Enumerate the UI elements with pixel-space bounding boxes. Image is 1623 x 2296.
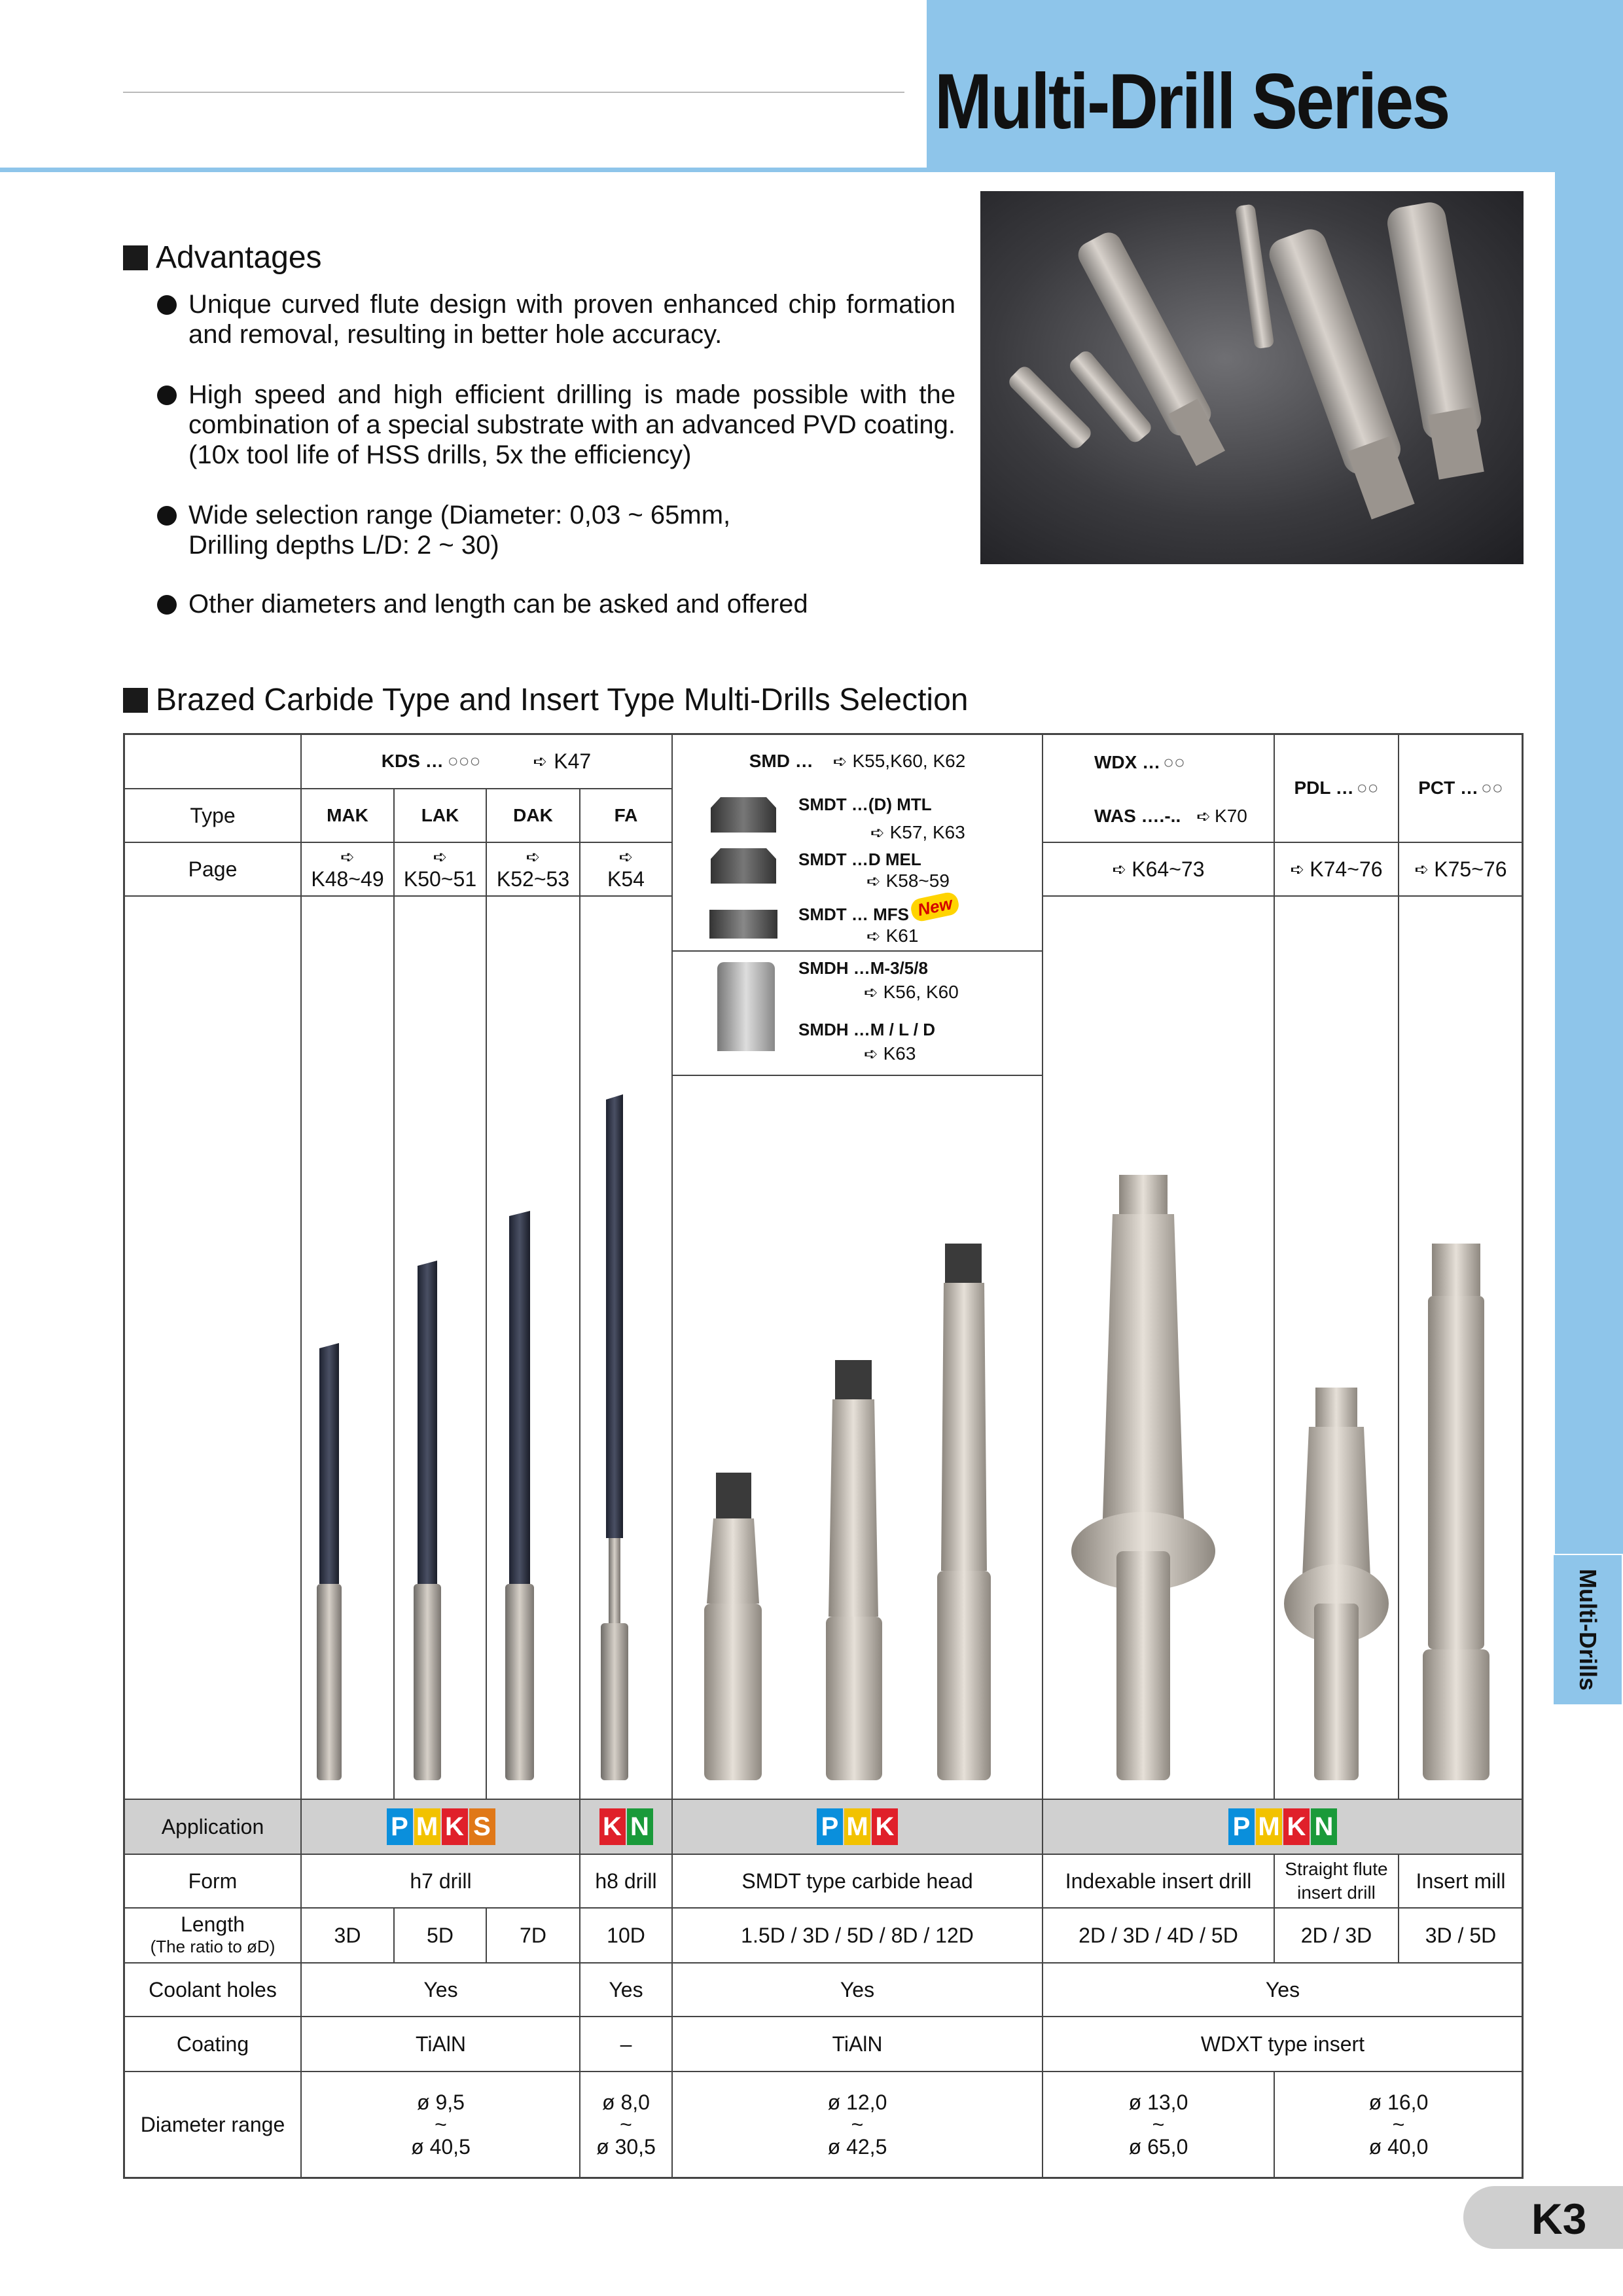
smd-long-drill-image — [937, 1244, 991, 1780]
coolant-fa: Yes — [609, 1977, 643, 2001]
bullet-dot-icon — [157, 386, 177, 405]
header-underline — [0, 168, 1555, 172]
table-divider — [123, 895, 673, 897]
row-label-diameter: Diameter range — [140, 2112, 285, 2136]
wdx-drill-image — [1071, 1175, 1215, 1780]
was-label: WAS ….-.. — [1094, 806, 1181, 826]
kds-group-header — [301, 734, 671, 788]
kds-circles: ○○○ — [447, 751, 481, 771]
smd-item-ref[interactable] — [866, 870, 950, 891]
advantages-heading-text: Advantages — [156, 240, 322, 275]
coating-smd: TiAlN — [832, 2032, 883, 2056]
arrow-icon: ➪ — [618, 847, 633, 867]
mak-drill-image — [317, 1343, 342, 1780]
arrow-icon: ➪ — [1196, 806, 1211, 826]
arrow-icon: ➪ — [1414, 859, 1429, 879]
page-mak — [302, 843, 393, 895]
page-link[interactable]: K54 — [607, 867, 645, 891]
pdl-circles: ○○ — [1356, 778, 1379, 798]
application-fa — [580, 1800, 671, 1854]
side-bar — [1555, 168, 1623, 1594]
coating-insert: WDXT type insert — [1200, 2032, 1365, 2056]
material-badge-n: N — [1311, 1808, 1337, 1845]
row-label-coating: Coating — [176, 2032, 249, 2056]
arrow-icon: ➪ — [1112, 859, 1127, 879]
length-smd: 1.5D / 3D / 5D / 8D / 12D — [741, 1923, 974, 1947]
diameter-kds — [302, 2072, 580, 2177]
drills-illustration — [980, 191, 1524, 564]
fa-drill-image — [601, 1094, 628, 1780]
length-pdl: 2D / 3D — [1300, 1923, 1372, 1947]
smdh-thumbnail — [717, 962, 775, 1051]
diameter-max: ø 40,5 — [411, 2135, 471, 2159]
form-kds: h7 drill — [410, 1869, 472, 1893]
form-pct: Insert mill — [1416, 1869, 1506, 1893]
diameter-max: ø 65,0 — [1128, 2135, 1188, 2159]
type-dak: DAK — [513, 805, 553, 825]
table-border — [123, 2177, 1524, 2179]
diameter-min: ø 8,0 — [602, 2090, 650, 2114]
advantage-item — [157, 380, 955, 470]
smdt-mel-thumbnail — [711, 848, 776, 884]
smd-group-header — [673, 734, 1042, 788]
tilde: ~ — [435, 2113, 447, 2136]
advantage-text: Wide selection range (Diameter: 0,03 ~ 65mm, Drilling depths L/D: 2 ~ 30) — [188, 501, 731, 560]
tilde: ~ — [1392, 2113, 1405, 2136]
page-link[interactable]: K64~73 — [1132, 857, 1205, 881]
page-lak — [395, 843, 486, 895]
page-dak — [487, 843, 579, 895]
length-dak: 7D — [520, 1923, 546, 1947]
coolant-kds: Yes — [423, 1977, 458, 2001]
diameter-wdx — [1043, 2072, 1274, 2177]
smd-label: SMD … — [749, 751, 813, 771]
length-fa: 10D — [607, 1923, 645, 1947]
form-smd: SMDT type carbide head — [741, 1869, 973, 1893]
diameter-max: ø 30,5 — [596, 2135, 656, 2159]
ref-text: K61 — [885, 925, 919, 946]
page-link[interactable]: K48~49 — [311, 867, 384, 891]
page-number-tab — [1463, 2186, 1623, 2249]
smd-item-name: SMDT … MFS — [798, 905, 909, 924]
pct-label: PCT … — [1418, 778, 1478, 798]
dak-drill-image — [505, 1211, 534, 1780]
advantage-text: Unique curved flute design with proven enhanced chip formation and removal, resulting in better hole accuracy. — [188, 290, 955, 349]
length-pct: 3D / 5D — [1425, 1923, 1497, 1947]
smd-item-name: SMDH …M-3/5/8 — [798, 958, 928, 978]
diameter-max: ø 40,0 — [1368, 2135, 1429, 2159]
form-wdx: Indexable insert drill — [1065, 1869, 1252, 1893]
smdt-mfs-thumbnail — [709, 910, 777, 939]
material-badge-k: K — [1283, 1808, 1310, 1845]
selection-heading — [123, 682, 968, 718]
advantage-item — [157, 589, 955, 619]
arrow-icon: ➪ — [870, 823, 885, 842]
new-badge: New — [909, 891, 961, 924]
advantages-heading — [123, 240, 322, 276]
advantage-item — [157, 289, 955, 350]
application-kds — [302, 1800, 580, 1854]
diameter-min: ø 13,0 — [1128, 2090, 1188, 2114]
diameter-min: ø 16,0 — [1368, 2090, 1429, 2114]
arrow-icon: ➪ — [433, 847, 448, 867]
was-page-link[interactable]: K70 — [1215, 806, 1247, 826]
side-tab[interactable] — [1552, 1554, 1623, 1706]
arrow-icon: ➪ — [866, 926, 881, 946]
material-badge-k: K — [599, 1808, 626, 1845]
row-label-form: Form — [188, 1869, 238, 1893]
type-lak: LAK — [421, 805, 459, 825]
length-lak: 5D — [427, 1923, 454, 1947]
pct-drill-image — [1423, 1244, 1489, 1780]
advantage-text: Other diameters and length can be asked and offered — [188, 590, 808, 619]
arrow-icon: ➪ — [866, 871, 881, 891]
coating-kds: TiAlN — [415, 2032, 467, 2056]
form-fa: h8 drill — [595, 1869, 657, 1893]
type-fa: FA — [614, 805, 638, 825]
coolant-smd: Yes — [840, 1977, 875, 2001]
drills-image-strip — [301, 1080, 1522, 1797]
tilde: ~ — [1152, 2113, 1165, 2136]
arrow-icon: ➪ — [832, 751, 847, 771]
material-badge-s: S — [469, 1808, 495, 1845]
arrow-icon: ➪ — [526, 847, 541, 867]
tilde: ~ — [620, 2113, 632, 2136]
pct-group-header — [1399, 734, 1522, 842]
length-wdx: 2D / 3D / 4D / 5D — [1079, 1923, 1238, 1947]
page-link[interactable]: K74~76 — [1310, 857, 1383, 881]
diameter-min: ø 9,5 — [417, 2090, 465, 2114]
tilde: ~ — [851, 2113, 864, 2136]
page-title: Multi-Drill Series — [935, 58, 1449, 145]
square-bullet-icon — [123, 688, 148, 713]
ref-text: K63 — [883, 1043, 916, 1064]
product-photo — [980, 191, 1524, 564]
page-pct — [1399, 843, 1522, 895]
material-badge-p: P — [1228, 1808, 1255, 1845]
coating-fa: – — [620, 2032, 632, 2056]
smd-medium-drill-image — [826, 1360, 882, 1780]
bullet-dot-icon — [157, 295, 177, 315]
selection-heading-text: Brazed Carbide Type and Insert Type Multi-Drills Selection — [156, 683, 969, 717]
material-badge-m: M — [1256, 1808, 1282, 1845]
arrow-icon: ➪ — [864, 982, 878, 1002]
diameter-min: ø 12,0 — [827, 2090, 887, 2114]
smd-item-ref[interactable] — [864, 1043, 916, 1064]
material-badge-p: P — [387, 1808, 413, 1845]
diameter-smd — [673, 2072, 1042, 2177]
coolant-insert: Yes — [1265, 1977, 1300, 2001]
arrow-icon: ➪ — [340, 847, 355, 867]
length-note: (The ratio to øD) — [150, 1937, 276, 1956]
material-badge-m: M — [844, 1808, 870, 1845]
smd-item-name: SMDT …(D) MTL — [798, 795, 932, 814]
smd-short-drill-image — [704, 1473, 762, 1780]
pdl-label: PDL … — [1294, 778, 1354, 798]
row-label-length — [124, 1909, 301, 1962]
material-badge-m: M — [414, 1808, 440, 1845]
wdx-group-header — [1043, 734, 1274, 791]
bullet-dot-icon — [157, 506, 177, 526]
pdl-drill-image — [1284, 1388, 1389, 1780]
page-pdl — [1275, 843, 1398, 895]
table-divider — [1042, 895, 1524, 897]
arrow-icon: ➪ — [533, 751, 548, 771]
smd-item-ref[interactable] — [870, 822, 965, 843]
ref-text: K56, K60 — [883, 982, 959, 1002]
table-divider — [671, 1075, 1042, 1076]
header-rule — [123, 92, 904, 93]
page-number: K3 — [1531, 2195, 1587, 2243]
page-link[interactable]: K52~53 — [496, 867, 570, 891]
square-bullet-icon — [123, 245, 148, 270]
material-badge-p: P — [817, 1808, 843, 1845]
material-badge-k: K — [872, 1808, 898, 1845]
advantage-item — [157, 500, 812, 560]
material-badge-k: K — [442, 1808, 468, 1845]
wdx-label: WDX … — [1094, 752, 1161, 772]
row-label-type: Type — [190, 803, 236, 827]
page-wdx — [1043, 843, 1274, 895]
row-label-page: Page — [188, 857, 238, 881]
diameter-max: ø 42,5 — [827, 2135, 887, 2159]
length-label: Length — [181, 1912, 245, 1936]
diameter-fa — [580, 2072, 671, 2177]
smd-item-name: SMDH …M / L / D — [798, 1020, 935, 1039]
row-label-coolant: Coolant holes — [149, 1977, 277, 2001]
page-fa — [580, 843, 671, 895]
kds-page-link[interactable]: K47 — [554, 749, 592, 773]
smd-page-link[interactable]: K55,K60, K62 — [852, 751, 966, 771]
table-divider — [671, 950, 1042, 952]
smdt-mtl-thumbnail — [711, 797, 776, 833]
was-group-header — [1043, 791, 1274, 842]
smd-item-ref[interactable] — [866, 925, 918, 946]
wdx-circles: ○○ — [1163, 752, 1185, 772]
row-label-application: Application — [161, 1814, 264, 1839]
smd-item-ref[interactable] — [864, 982, 959, 1003]
material-badge-n: N — [627, 1808, 653, 1845]
kds-label: KDS … — [381, 751, 444, 771]
ref-text: K58~59 — [885, 870, 950, 891]
pct-circles: ○○ — [1480, 778, 1503, 798]
smd-item-name: SMDT …D MEL — [798, 850, 921, 869]
lak-drill-image — [414, 1261, 441, 1780]
length-mak: 3D — [334, 1923, 361, 1947]
arrow-icon: ➪ — [1290, 859, 1305, 879]
form-pdl: Straight flute insert drill — [1285, 1859, 1388, 1903]
arrow-icon: ➪ — [864, 1044, 878, 1064]
page-link[interactable]: K50~51 — [403, 867, 477, 891]
ref-text: K57, K63 — [889, 822, 965, 842]
application-insert — [1043, 1800, 1522, 1854]
advantage-text: High speed and high efficient drilling is made possible with the combination of a special substrate with an advanced PVD coating. (10x tool life of HSS drills, 5x the efficiency) — [188, 380, 955, 469]
side-tab-label: Multi-Drills — [1575, 1569, 1601, 1691]
page-link[interactable]: K75~76 — [1434, 857, 1507, 881]
bullet-dot-icon — [157, 595, 177, 615]
application-smd — [673, 1800, 1042, 1854]
diameter-pdl-pct — [1275, 2072, 1522, 2177]
type-mak: MAK — [327, 805, 368, 825]
pdl-group-header — [1275, 734, 1398, 842]
